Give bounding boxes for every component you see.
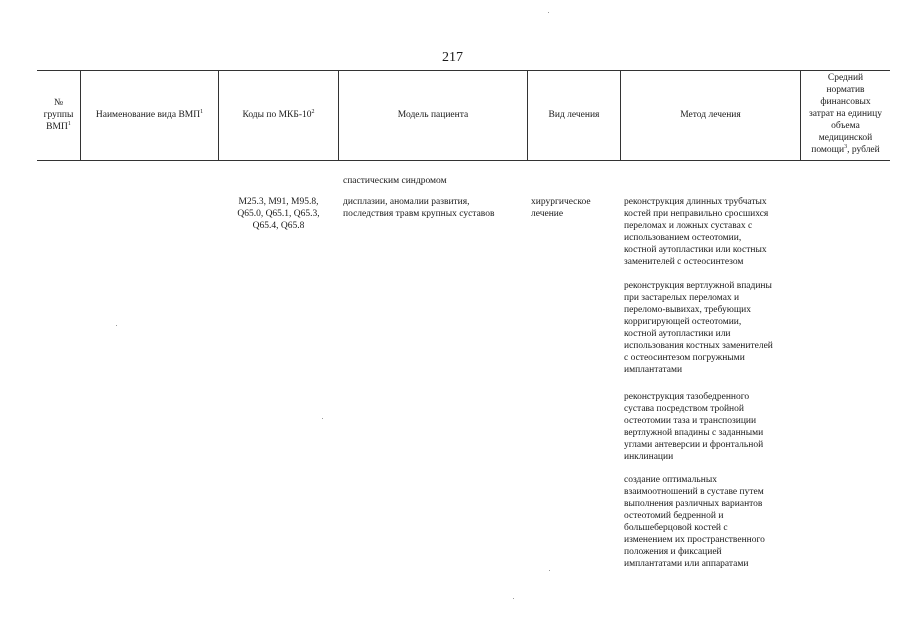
treatment-method-item: создание оптимальных взаимоотношений в суставе путем выполнения различных вариантов остеотомий бедренной и большеберцовой костей с изменением их пространственного положения и фиксацией имплантатами или аппаратами xyxy=(624,475,765,569)
treatment-method-item: реконструкция тазобедренного сустава посредством тройной остеотомии таза и транспозиции вертлужной впадины с заданными углами антеверсии и фронтальной инклинации xyxy=(624,392,764,462)
scan-speck xyxy=(322,418,323,419)
header-group-number: № группы ВМП$^1$ xyxy=(43,98,74,132)
header-treatment-type: Вид лечения xyxy=(548,110,600,120)
icd-codes-cell: M25.3, M91, M95.8, Q65.0, Q65.1, Q65.3, Q65.4, Q65.8 xyxy=(237,197,320,231)
scan-speck xyxy=(116,325,117,326)
treatment-method-item: реконструкция вертлужной впадины при застарелых переломах и переломо-вывихах, требующих корригирующей остеотомии, костной аутопластики или использования костных заменителей с остеосинтезом погружными имплантатами xyxy=(624,281,773,375)
treatment-method-item: реконструкция длинных трубчатых костей при неправильно сросшихся переломах и ложных суставах с использованием остеотомии, костной аутопластики или костных заменителей с остеосинтезом xyxy=(624,197,769,267)
header-icd-codes: Коды по МКБ-$10^2$ xyxy=(242,108,315,120)
scan-speck xyxy=(548,12,549,13)
header-patient-model: Модель пациента xyxy=(397,110,469,120)
header-treatment-method: Метод лечения xyxy=(680,110,741,120)
scan-speck xyxy=(513,598,514,599)
page-number: 217 xyxy=(442,50,463,65)
continuation-model-text: спастическим синдромом xyxy=(343,176,447,186)
treatment-type-cell: хирургическое лечение xyxy=(531,197,591,219)
patient-model-cell: дисплазии, аномалии развития, последствия травм крупных суставов xyxy=(343,197,495,219)
header-vmp-name: Наименование вида ВМП$^1$ xyxy=(95,108,204,120)
header-bottom-rule xyxy=(37,160,890,161)
scan-speck xyxy=(549,570,550,571)
header-average-cost: Средний норматив финансовых затрат на единицу объема медицинской помощи$^3$, рублей xyxy=(809,73,882,155)
